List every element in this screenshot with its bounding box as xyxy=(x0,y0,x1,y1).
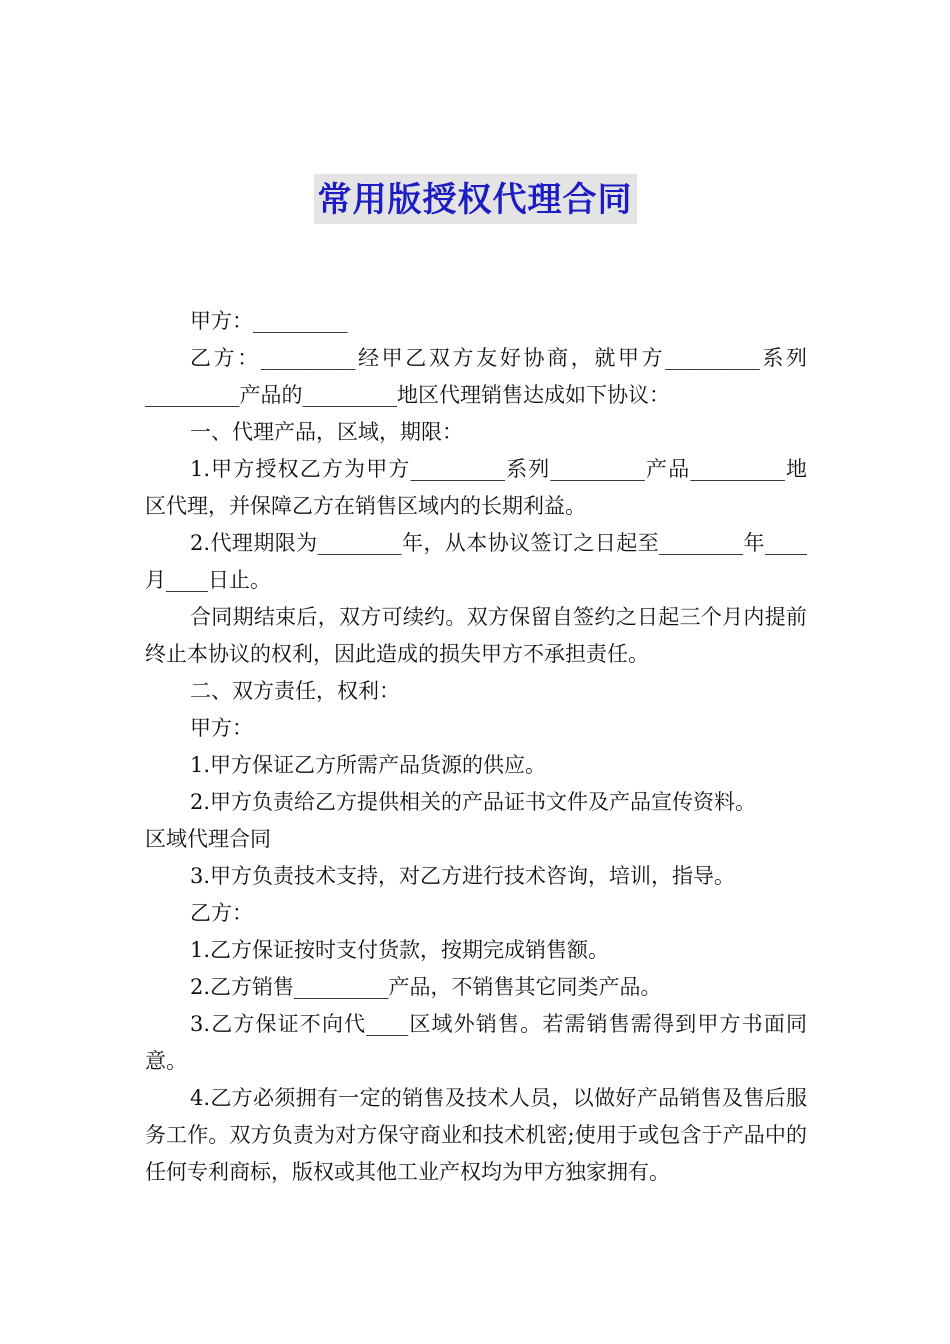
party-a-clause-3: 3.甲方负责技术支持，对乙方进行技术咨询，培训，指导。 xyxy=(190,864,736,888)
party-b-clause-1: 1.乙方保证按时支付货款，按期完成销售额。 xyxy=(190,938,610,962)
party-b-line: 乙方：_________经甲乙双方友好协商，就甲方_________系列_________产品的_________地区代理销售达成如下协议： xyxy=(145,346,807,407)
party-a-duties-heading: 甲方： xyxy=(190,716,253,740)
title-block xyxy=(0,174,950,224)
party-a-clause-2: 2.甲方负责给乙方提供相关的产品证书文件及产品宣传资料。 xyxy=(190,790,757,814)
document-body xyxy=(145,303,807,1191)
party-b-duties-heading: 乙方： xyxy=(190,901,253,925)
party-b-clause-4: 4.乙方必须拥有一定的销售及技术人员，以做好产品销售及售后服务工作。双方负责为对方保守商业和技术机密;使用于或包含于产品中的任何专利商标，版权或其他工业产权均为甲方独家拥有。 xyxy=(145,1086,807,1184)
document-title: 常用版授权代理合同 xyxy=(314,174,637,224)
section-2-heading: 二、双方责任，权利： xyxy=(190,679,400,703)
section-1-heading: 一、代理产品，区域，期限： xyxy=(190,420,463,444)
party-a-line: 甲方：_________ xyxy=(190,309,348,333)
inline-note: 区域代理合同 xyxy=(145,827,271,851)
party-a-clause-1: 1.甲方保证乙方所需产品货源的供应。 xyxy=(190,753,547,777)
renewal-paragraph: 合同期结束后，双方可续约。双方保留自签约之日起三个月内提前终止本协议的权利，因此造成的损失甲方不承担责任。 xyxy=(145,605,807,666)
party-b-clause-2: 2.乙方销售_________产品，不销售其它同类产品。 xyxy=(190,975,662,999)
clause-1-1: 1.甲方授权乙方为甲方_________系列_________产品_________地区代理，并保障乙方在销售区域内的长期利益。 xyxy=(145,457,807,518)
clause-1-2: 2.代理期限为________年，从本协议签订之日起至________年____月____日止。 xyxy=(145,531,807,592)
party-b-clause-3: 3.乙方保证不向代____区域外销售。若需销售需得到甲方书面同意。 xyxy=(145,1012,807,1073)
